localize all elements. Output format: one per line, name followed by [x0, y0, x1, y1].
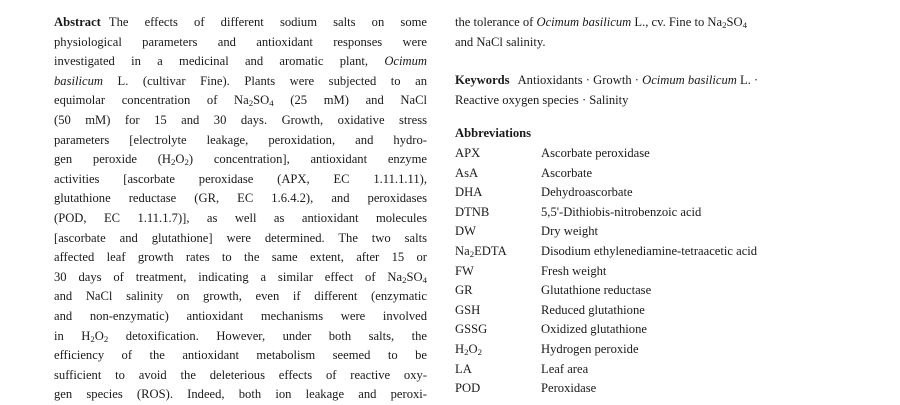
abbreviations-heading: Abbreviations: [455, 126, 532, 141]
abstract-line: sufficient to avoid the deleterious effects of reactive oxy-: [54, 367, 427, 382]
abbreviations-table: [455, 144, 757, 399]
abbreviation-row: [455, 320, 757, 340]
abbreviation-term: GSSG: [455, 322, 488, 337]
abstract-continuation: and NaCl salinity.: [455, 34, 546, 49]
abbreviation-row: [455, 183, 757, 203]
keywords: Keywords Antioxidants · Growth · Ocimum basilicum L. ·: [455, 73, 759, 88]
abstract-line: equimolar concentration of $Na_2SO_4$ (25 mM) and NaCl: [54, 93, 427, 109]
abbreviation-term: $Na_2EDTA$: [455, 243, 507, 259]
abstract-line: affected leaf growth rates to the same extent, after 15 or: [54, 250, 427, 265]
abbreviation-term: GR: [455, 283, 473, 298]
abstract-line: parameters [electrolyte leakage, peroxidation, and hydro-: [54, 132, 427, 147]
abstract-line: Abstract The effects of different sodium salts on some: [54, 15, 427, 29]
abbreviation-definition: Dry weight: [541, 224, 599, 239]
abbreviation-term: LA: [455, 361, 472, 376]
abbreviation-term: GSH: [455, 302, 481, 317]
abbreviation-row: [455, 222, 757, 242]
abbreviation-term: APX: [455, 145, 481, 160]
abstract-line: investigated in a medicinal and aromatic plant, Ocimum: [54, 54, 427, 69]
abstract-heading: Abstract: [54, 15, 101, 29]
abbreviation-definition: Fresh weight: [541, 263, 607, 278]
abbreviation-definition: Reduced glutathione: [541, 302, 645, 317]
abstract-line: and NaCl salinity on growth, even if different (enzymatic: [54, 289, 427, 304]
abstract-line: (50 mM) for 15 and 30 days. Growth, oxidative stress: [54, 112, 427, 127]
abstract-line: in $H_2O_2$ detoxification. However, under both salts, the: [54, 328, 427, 344]
abstract-line: glutathione reductase (GR, EC 1.6.4.2), and peroxidases: [54, 191, 427, 206]
abbreviation-term: AsA: [455, 165, 479, 180]
abstract-line: efficiency of the antioxidant metabolism seemed to be: [54, 348, 427, 363]
abstract-line: (POD, EC 1.11.1.7)], as well as antioxidant molecules: [54, 210, 427, 225]
abbreviation-row: [455, 379, 757, 399]
abbreviation-definition: Ascorbate: [541, 165, 593, 180]
abbreviation-row: [455, 242, 757, 262]
abstract-line: [ascorbate and glutathione] were determined. The two salts: [54, 230, 427, 245]
abstract-line: 30 days of treatment, indicating a similar effect of $Na_2SO_4$: [54, 269, 427, 285]
abstract-line: basilicum L. (cultivar Fine). Plants were subjected to an: [54, 73, 427, 88]
abbreviation-term: DW: [455, 224, 476, 239]
abstract-column: [54, 13, 427, 405]
abstract-line: physiological parameters and antioxidant responses were: [54, 34, 427, 49]
abstract-continuation: the tolerance of Ocimum basilicum L., cv. Fine to $Na_2SO_4$: [455, 15, 748, 30]
abbreviation-definition: Glutathione reductase: [541, 283, 652, 298]
abbreviation-definition: Peroxidase: [541, 381, 597, 396]
right-column: [455, 13, 875, 399]
abstract-line: gen peroxide $(H_2O_2)$ concentration], antioxidant enzyme: [54, 152, 427, 168]
keywords-continuation: Reactive oxygen species · Salinity: [455, 92, 629, 107]
abstract-line: gen species (ROS). Indeed, both ion leakage and peroxi-: [54, 387, 427, 402]
abbreviation-term: $H_2O_2$: [455, 341, 483, 357]
abbreviation-row: [455, 144, 757, 164]
abstract-line: and non-enzymatic) antioxidant mechanisms were involved: [54, 308, 427, 323]
abbreviation-term: POD: [455, 381, 481, 396]
abbreviation-row: [455, 301, 757, 321]
abbreviation-row: [455, 164, 757, 184]
abbreviation-row: [455, 262, 757, 282]
abbreviation-definition: Hydrogen peroxide: [541, 341, 639, 356]
abbreviation-definition: Leaf area: [541, 361, 589, 376]
abbreviation-term: DHA: [455, 185, 483, 200]
abbreviation-row: [455, 203, 757, 223]
abbreviation-definition: 5,5'-Dithiobis-nitrobenzoic acid: [541, 204, 702, 219]
abbreviation-definition: Oxidized glutathione: [541, 322, 647, 337]
abbreviation-definition: Disodium ethylenediamine-tetraacetic acid: [541, 243, 758, 258]
abbreviation-definition: Ascorbate peroxidase: [541, 145, 650, 160]
abbreviation-row: [455, 360, 757, 380]
keywords-heading: Keywords: [455, 73, 510, 88]
abbreviation-row: [455, 340, 757, 360]
abbreviation-term: FW: [455, 263, 474, 278]
abbreviation-term: DTNB: [455, 204, 490, 219]
abbreviation-definition: Dehydroascorbate: [541, 185, 633, 200]
abstract-line: activities [ascorbate peroxidase (APX, EC 1.11.1.11),: [54, 171, 427, 186]
abbreviation-row: [455, 281, 757, 301]
